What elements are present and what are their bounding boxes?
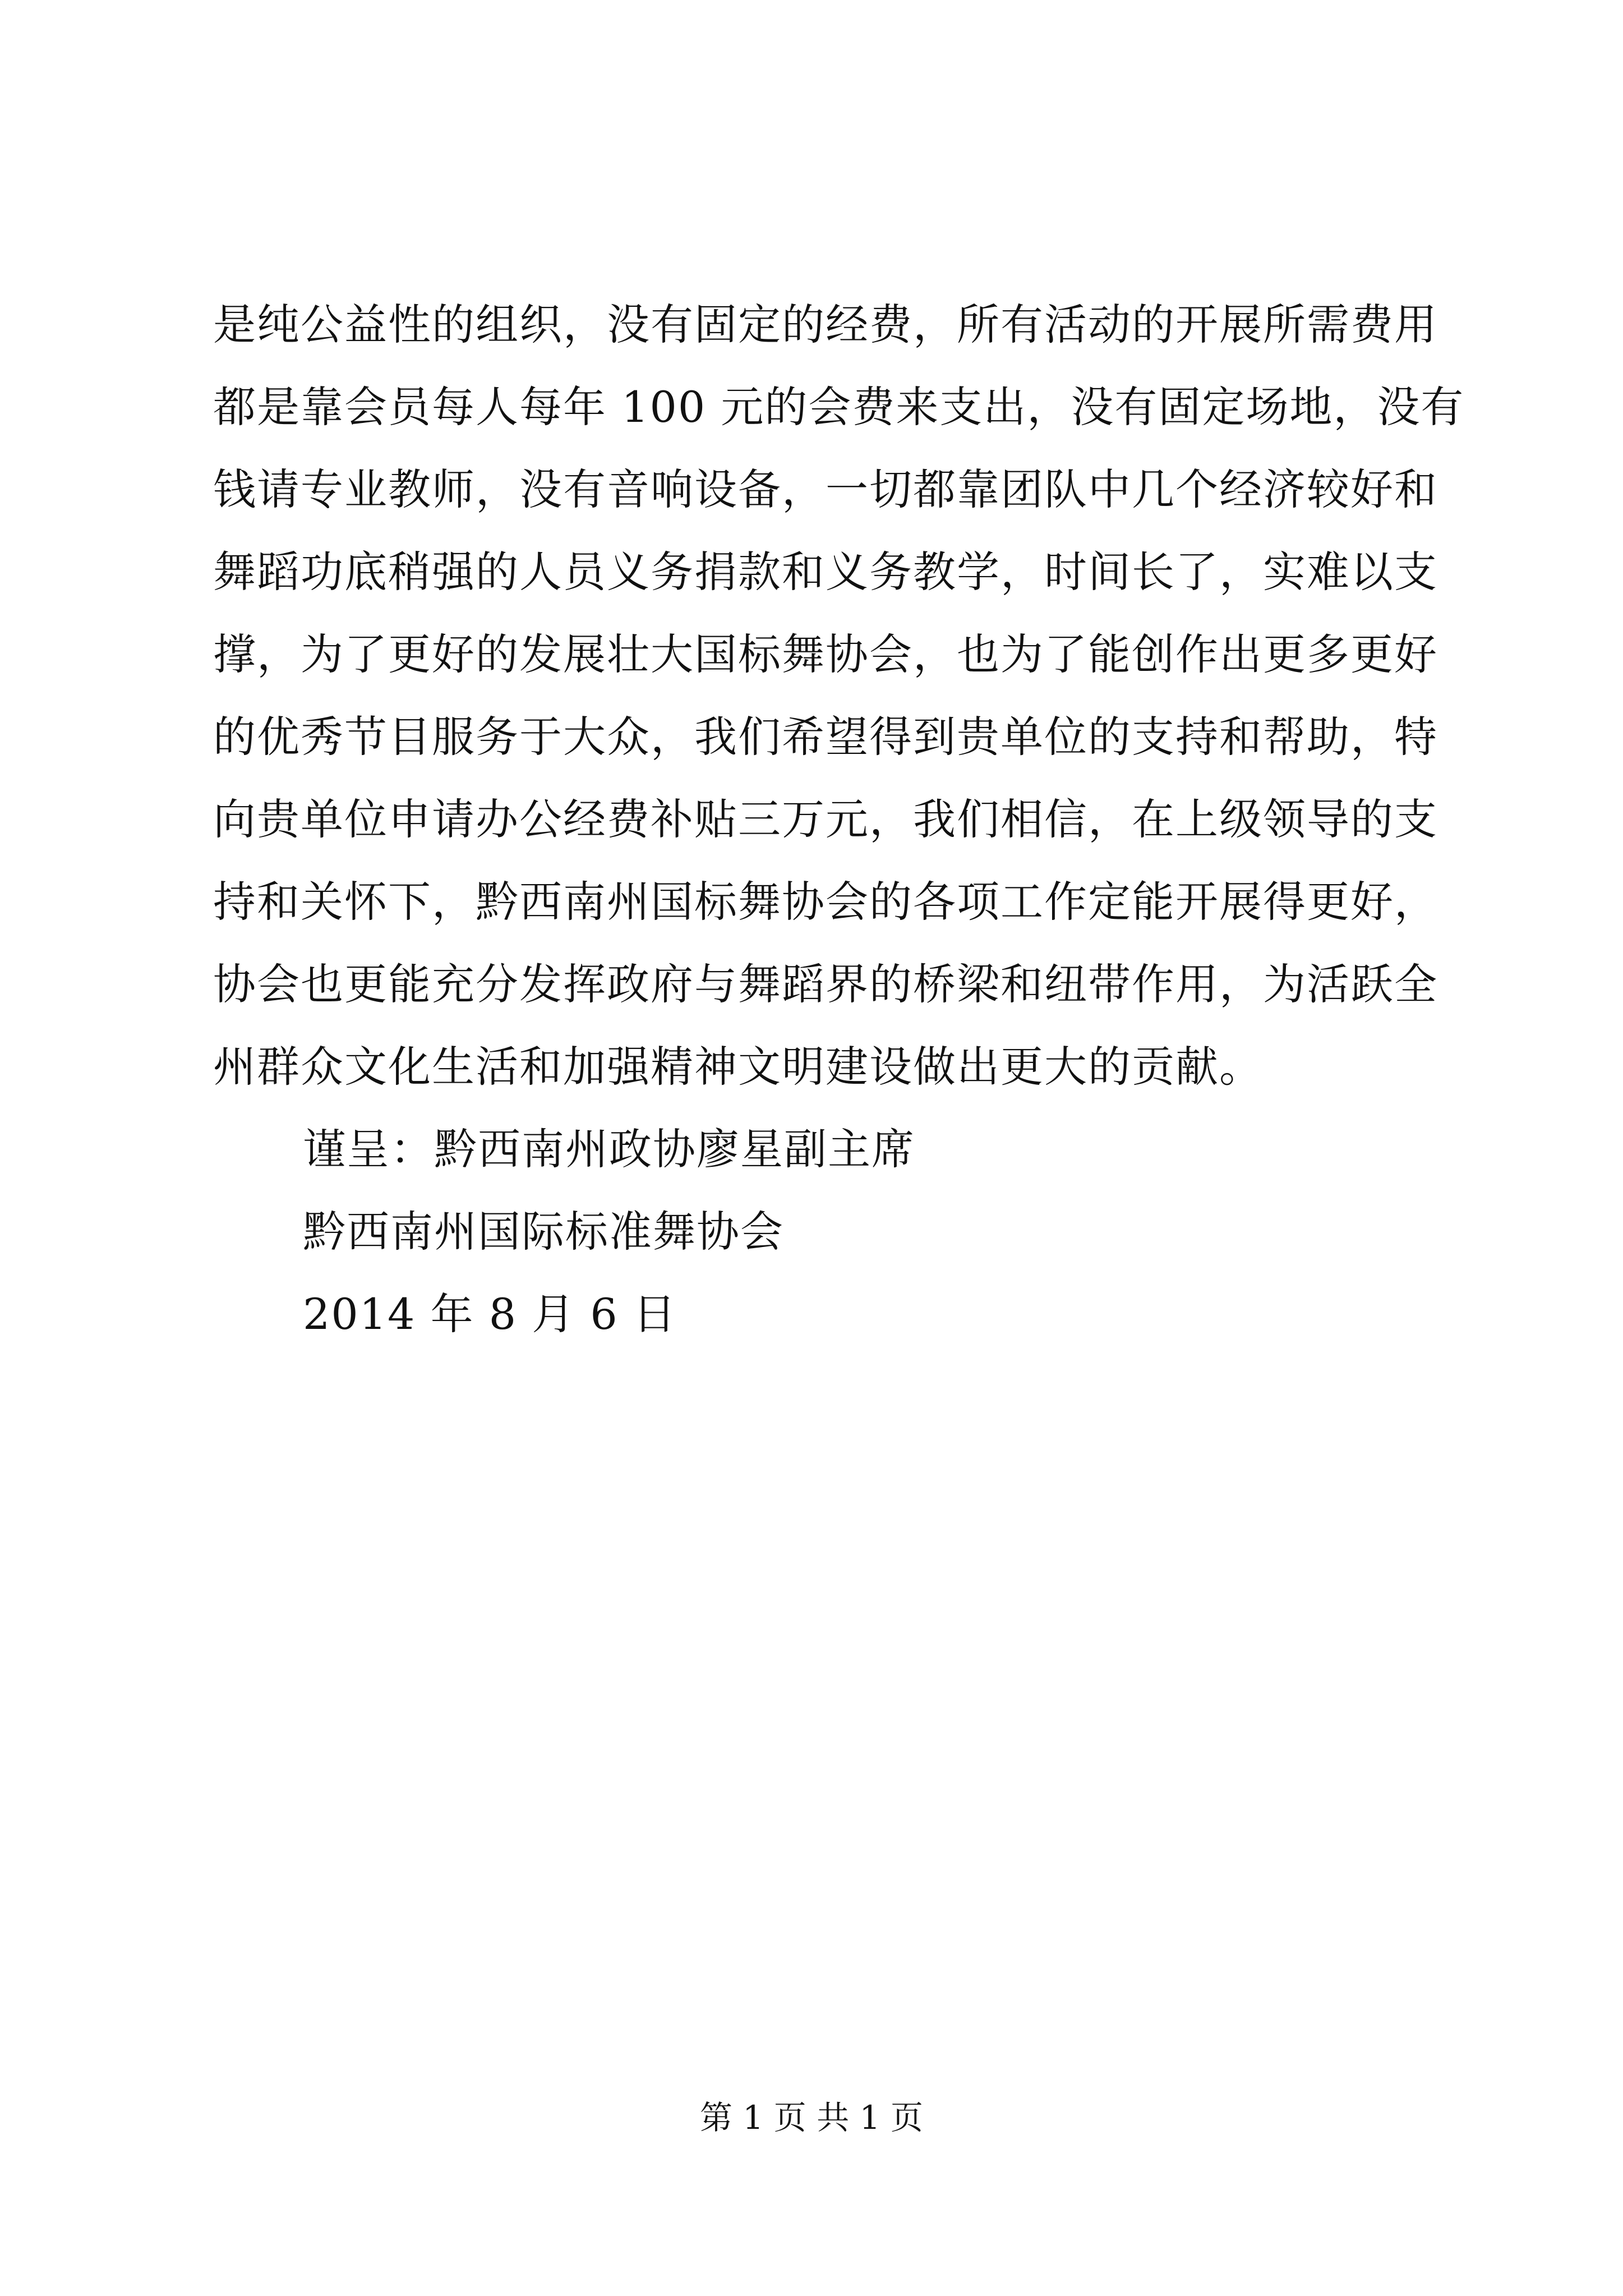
organization-signature: 黔西南州国际标准舞协会 xyxy=(303,1207,784,1257)
body-line: 钱请专业教师，没有音响设备，一切都靠团队中几个经济较好和 xyxy=(213,464,1438,514)
letter-date: 2014 年 8 月 6 日 xyxy=(303,1289,677,1339)
body-line: 州群众文化生活和加强精神文明建设做出更大的贡献。 xyxy=(213,1042,1263,1092)
body-line: 向贵单位申请办公经费补贴三万元，我们相信，在上级领导的支 xyxy=(213,794,1438,844)
recipient-line: 谨呈：黔西南州政协廖星副主席 xyxy=(303,1124,915,1174)
body-line: 都是靠会员每人每年 100 元的会费来支出，没有固定场地，没有 xyxy=(213,382,1465,432)
page-number-footer: 第 1 页 共 1 页 xyxy=(700,2099,923,2137)
body-line: 协会也更能充分发挥政府与舞蹈界的桥梁和纽带作用，为活跃全 xyxy=(213,959,1438,1009)
body-line: 舞蹈功底稍强的人员义务捐款和义务教学，时间长了，实难以支 xyxy=(213,547,1438,597)
body-line: 持和关怀下，黔西南州国标舞协会的各项工作定能开展得更好， xyxy=(213,877,1438,927)
body-line: 撑，为了更好的发展壮大国标舞协会，也为了能创作出更多更好 xyxy=(213,629,1438,679)
body-line: 是纯公益性的组织，没有固定的经费，所有活动的开展所需费用 xyxy=(213,300,1438,349)
body-line: 的优秀节目服务于大众，我们希望得到贵单位的支持和帮助，特 xyxy=(213,712,1438,762)
letter-body xyxy=(213,283,1465,1355)
